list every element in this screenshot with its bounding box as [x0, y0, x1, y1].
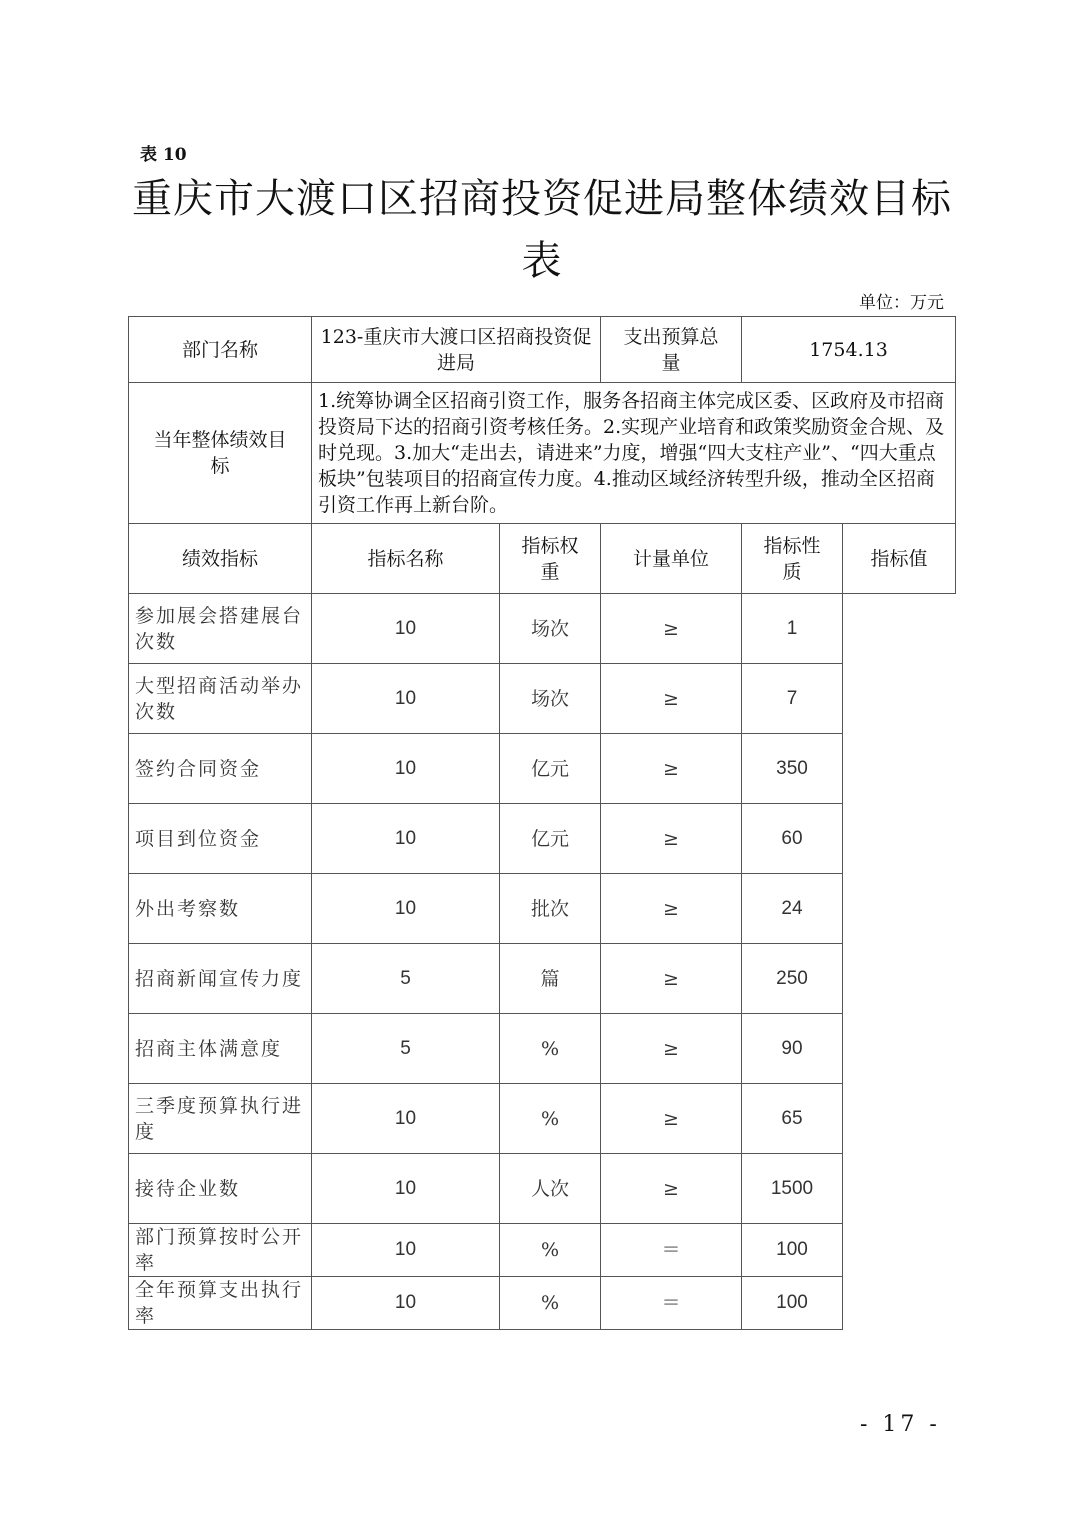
indicator-value: 7 — [742, 664, 843, 734]
indicator-name: 签约合同资金 — [129, 734, 312, 804]
indicator-weight: 10 — [312, 734, 500, 804]
indicator-value: 1 — [742, 594, 843, 664]
indicator-nature: ≥ — [601, 1154, 742, 1224]
table-number-label: 表 10 — [140, 145, 187, 165]
header-indicator-weight: 指标权重 — [500, 524, 601, 594]
indicator-weight: 10 — [312, 874, 500, 944]
indicator-name: 接待企业数 — [129, 1154, 312, 1224]
indicator-nature: ≥ — [601, 804, 742, 874]
indicator-unit: % — [500, 1277, 601, 1330]
indicator-unit: % — [500, 1014, 601, 1084]
indicator-unit: 场次 — [500, 664, 601, 734]
indicator-value: 350 — [742, 734, 843, 804]
dept-row — [129, 317, 956, 383]
budget-value: 1754.13 — [742, 317, 956, 383]
indicator-name: 参加展会搭建展台次数 — [129, 594, 312, 664]
performance-indicators-label: 绩效指标 — [129, 524, 312, 594]
indicator-weight: 10 — [312, 594, 500, 664]
indicator-unit: 场次 — [500, 594, 601, 664]
indicator-weight: 10 — [312, 804, 500, 874]
indicator-nature: ＝ — [601, 1277, 742, 1330]
indicator-name: 招商主体满意度 — [129, 1014, 312, 1084]
indicator-name: 外出考察数 — [129, 874, 312, 944]
indicator-value: 24 — [742, 874, 843, 944]
indicator-name: 大型招商活动举办次数 — [129, 664, 312, 734]
indicator-value: 100 — [742, 1224, 843, 1277]
indicator-unit: 亿元 — [500, 734, 601, 804]
indicator-row — [129, 734, 956, 804]
title-line-1: 重庆市大渡口区招商投资促进局整体绩效目标 — [132, 176, 952, 222]
header-measure-unit: 计量单位 — [601, 524, 742, 594]
goal-label: 当年整体绩效目标 — [129, 383, 312, 524]
indicator-weight: 10 — [312, 1277, 500, 1330]
indicator-name: 部门预算按时公开率 — [129, 1224, 312, 1277]
indicator-nature: ≥ — [601, 594, 742, 664]
page-number: - 17 - — [860, 1412, 941, 1437]
unit-label: 单位：万元 — [859, 293, 944, 313]
indicator-weight: 10 — [312, 1224, 500, 1277]
indicator-name: 项目到位资金 — [129, 804, 312, 874]
indicator-nature: ≥ — [601, 944, 742, 1014]
indicator-weight: 10 — [312, 1084, 500, 1154]
indicator-unit: 篇 — [500, 944, 601, 1014]
indicator-name: 全年预算支出执行率 — [129, 1277, 312, 1330]
indicator-unit: 亿元 — [500, 804, 601, 874]
indicator-nature: ≥ — [601, 1014, 742, 1084]
indicator-unit: 人次 — [500, 1154, 601, 1224]
dept-name-value: 123-重庆市大渡口区招商投资促进局 — [312, 317, 601, 383]
indicator-row — [129, 1084, 956, 1154]
indicator-nature: ≥ — [601, 734, 742, 804]
header-indicator-name: 指标名称 — [312, 524, 500, 594]
indicator-weight: 10 — [312, 664, 500, 734]
indicator-row — [129, 874, 956, 944]
indicator-weight: 5 — [312, 944, 500, 1014]
indicator-unit: 批次 — [500, 874, 601, 944]
indicator-nature: ≥ — [601, 664, 742, 734]
goal-text: 1.统筹协调全区招商引资工作，服务各招商主体完成区委、区政府及市招商投资局下达的招商引资考核任务。2.实现产业培育和政策奖励资金合规、及时兑现。3.加大“走出去，请进来”力度，增强“四大支柱产业”、“四大重点板块”包装项目的招商宣传力度。4.推动区域经济转型升级，推动全区招商引资工作再上新台阶。 — [312, 383, 956, 524]
indicator-nature: ＝ — [601, 1224, 742, 1277]
indicator-row — [129, 804, 956, 874]
budget-label: 支出预算总量 — [601, 317, 742, 383]
document-title — [130, 168, 954, 292]
indicator-unit: % — [500, 1224, 601, 1277]
indicator-value: 65 — [742, 1084, 843, 1154]
indicator-name: 招商新闻宣传力度 — [129, 944, 312, 1014]
indicator-header-row — [129, 524, 956, 594]
indicator-value: 1500 — [742, 1154, 843, 1224]
header-indicator-value: 指标值 — [843, 524, 956, 594]
indicator-row — [129, 1014, 956, 1084]
indicator-row — [129, 944, 956, 1014]
indicator-nature: ≥ — [601, 1084, 742, 1154]
indicator-nature: ≥ — [601, 874, 742, 944]
indicator-row — [129, 1154, 956, 1224]
header-indicator-nature: 指标性质 — [742, 524, 843, 594]
indicator-weight: 5 — [312, 1014, 500, 1084]
indicator-value: 100 — [742, 1277, 843, 1330]
indicator-name: 三季度预算执行进度 — [129, 1084, 312, 1154]
dept-name-label: 部门名称 — [129, 317, 312, 383]
indicator-value: 60 — [742, 804, 843, 874]
title-line-2: 表 — [521, 238, 563, 284]
indicator-unit: % — [500, 1084, 601, 1154]
indicator-value: 90 — [742, 1014, 843, 1084]
indicator-weight: 10 — [312, 1154, 500, 1224]
indicator-value: 250 — [742, 944, 843, 1014]
goal-row — [129, 383, 956, 524]
indicator-row — [129, 594, 956, 664]
indicator-row — [129, 1277, 956, 1330]
performance-target-table — [128, 316, 956, 1330]
indicator-row — [129, 664, 956, 734]
indicator-row — [129, 1224, 956, 1277]
